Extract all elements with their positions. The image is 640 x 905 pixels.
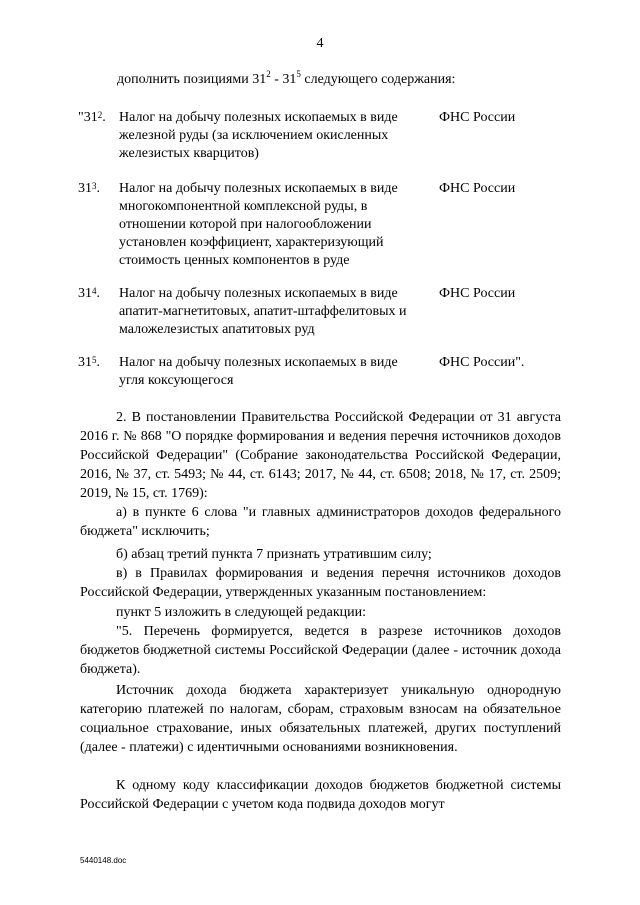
row-description: Налог на добычу полезных ископаемых в виде угля коксующегося (119, 355, 398, 388)
row-organization: ФНС России". (439, 355, 525, 370)
intro-sup-2: 5 (296, 69, 301, 79)
intro-sup-1: 2 (266, 69, 271, 79)
row-number: "$31^2$. (78, 110, 106, 125)
row-description: Налог на добычу полезных ископаемых в виде железной руды (за исключением окисленных железистых кварцитов) (119, 110, 398, 161)
row-organization: ФНС России (439, 286, 516, 301)
paragraph-p5-text: "5. Перечень формируется, ведется в разрезе источников доходов бюджетов бюджетной системы Российской Федерации (далее - источник дохода бюджета). (80, 624, 561, 677)
paragraph-p5-intro: пункт 5 изложить в следующей редакции: (116, 605, 366, 620)
row-description: Налог на добычу полезных ископаемых в виде многокомпонентной комплексной руды, в отношении которой при налогообложении установлен коэффициент, характеризующий стоимость ценных компонентов в руде (119, 181, 398, 268)
row-organization: ФНС России (439, 110, 516, 125)
footer-filename: 5440148.doc (80, 856, 127, 865)
paragraph-2: 2. В постановлении Правительства Российской Федерации от 31 августа 2016 г. № 868 "О порядке формирования и ведения перечня источников доходов Российской Федерации" (Собрание законодательства Российской Федерации, 2016, № 37, ст. 5493; № 44, ст. 6143; 2017, № 44, ст. 6508; 2018, № 17, ст. 2509; 2019, № 15, ст. 1769): (80, 410, 561, 501)
row-number: $31^4$. (78, 286, 100, 301)
row-description: Налог на добычу полезных ископаемых в виде апатит-магнетитовых, апатит-штаффелитовых и маложелезистых апатитовых руд (119, 286, 407, 337)
intro-text-before: дополнить позициями 31 (117, 72, 267, 87)
paragraph-p5-characteristic: Источник дохода бюджета характеризует уникальную однородную категорию платежей по налогам, сборам, страховым взносам на обязательное социальное страхование, иных обязательных платежей, других поступлений (далее - платежи) с идентичными основаниями возникновения. (80, 683, 561, 755)
paragraph-v: в) в Правилах формирования и ведения перечня источников доходов Российской Федерации, утвержденных указанным постановлением: (80, 566, 561, 600)
paragraph-a: а) в пункте 6 слова "и главных администраторов доходов федерального бюджета" исключить; (80, 505, 561, 539)
row-number: $31^5$. (78, 355, 100, 370)
page-number: 4 (316, 36, 324, 51)
intro-mid: - 31 (270, 72, 297, 87)
row-number: $31^3$. (78, 181, 100, 196)
row-organization: ФНС России (439, 181, 516, 196)
paragraph-p5-code: К одному коду классификации доходов бюджетов бюджетной системы Российской Федерации с учетом кода подвида доходов могут (80, 778, 561, 812)
intro-line (117, 69, 456, 88)
intro-text-after: следующего содержания: (300, 72, 456, 87)
paragraph-b: б) абзац третий пункта 7 признать утратившим силу; (116, 547, 432, 562)
